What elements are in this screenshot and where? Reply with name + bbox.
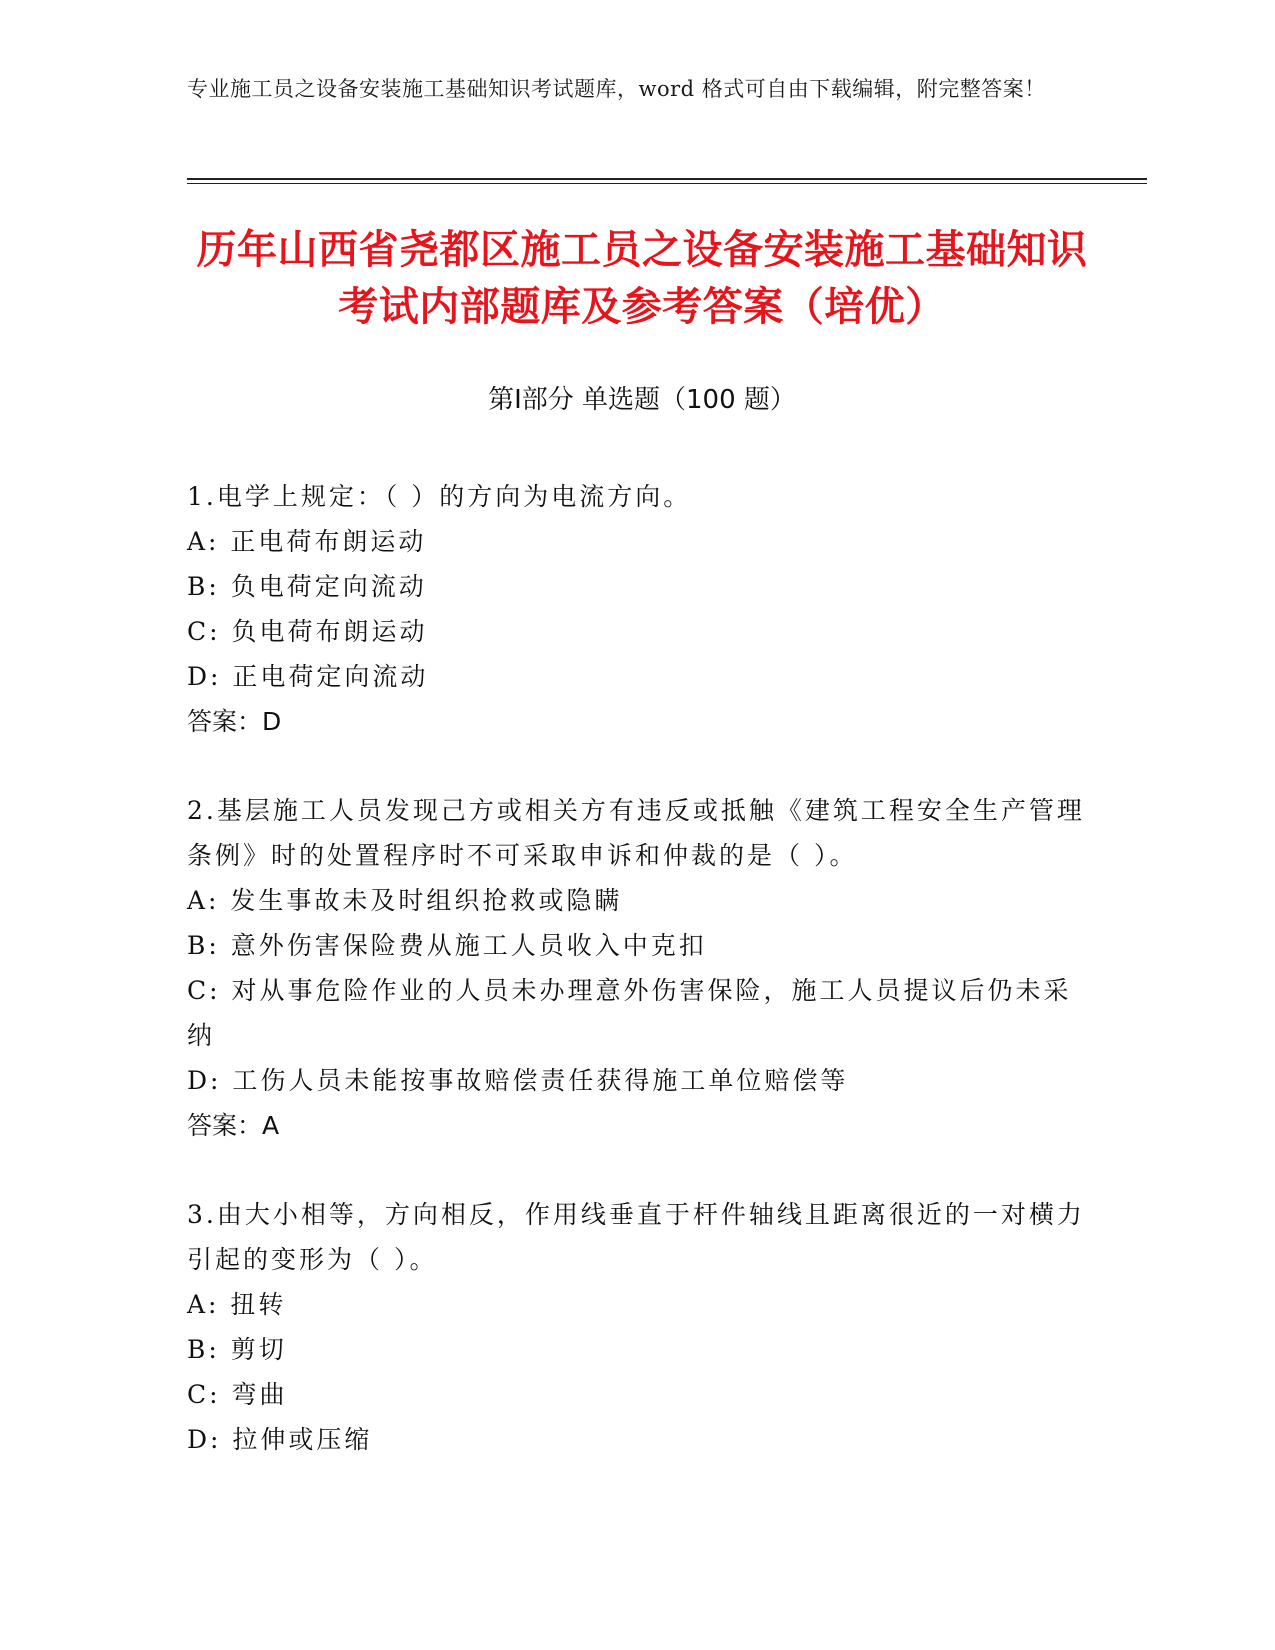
option-a: A: 正电荷布朗运动 (187, 527, 427, 556)
option-b: B: 意外伤害保险费从施工人员收入中克扣 (187, 931, 707, 960)
option-c: C: 弯曲 (187, 1380, 288, 1409)
option-d: D: 拉伸或压缩 (187, 1425, 373, 1454)
question-stem: 3.由大小相等，方向相反，作用线垂直于杆件轴线且距离很近的一对横力引起的变形为（ ）。 (187, 1200, 1085, 1274)
option-b: B: 负电荷定向流动 (187, 572, 427, 601)
section-title: 第Ⅰ部分 单选题（100 题） (488, 385, 796, 415)
header-divider (187, 178, 1147, 180)
question-item (187, 1192, 1087, 1462)
option-d: D: 工伤人员未能按事故赔偿责任获得施工单位赔偿等 (187, 1066, 849, 1095)
question-item (187, 788, 1087, 1148)
document-title: 历年山西省尧都区施工员之设备安装施工基础知识考试内部题库及参考答案（培优） (196, 227, 1088, 330)
header-divider-thin (187, 183, 1147, 184)
answer-text: 答案：D (187, 707, 282, 736)
option-c: C: 对从事危险作业的人员未办理意外伤害保险，施工人员提议后仍未采纳 (187, 976, 1072, 1050)
option-a: A: 发生事故未及时组织抢救或隐瞒 (187, 886, 623, 915)
option-b: B: 剪切 (187, 1335, 287, 1364)
header-note: 专业施工员之设备安装施工基础知识考试题库，word 格式可自由下载编辑，附完整答案！ (187, 77, 1046, 101)
question-stem: 1.电学上规定：（ ）的方向为电流方向。 (187, 482, 692, 511)
question-stem: 2.基层施工人员发现己方或相关方有违反或抵触《建筑工程安全生产管理条例》时的处置程序时不可采取申诉和仲裁的是（ ）。 (187, 796, 1085, 870)
question-item (187, 474, 1087, 744)
option-c: C: 负电荷布朗运动 (187, 617, 428, 646)
option-a: A: 扭转 (187, 1290, 287, 1319)
option-d: D: 正电荷定向流动 (187, 662, 429, 691)
question-list (187, 474, 1087, 1506)
answer-text: 答案：A (187, 1111, 280, 1140)
